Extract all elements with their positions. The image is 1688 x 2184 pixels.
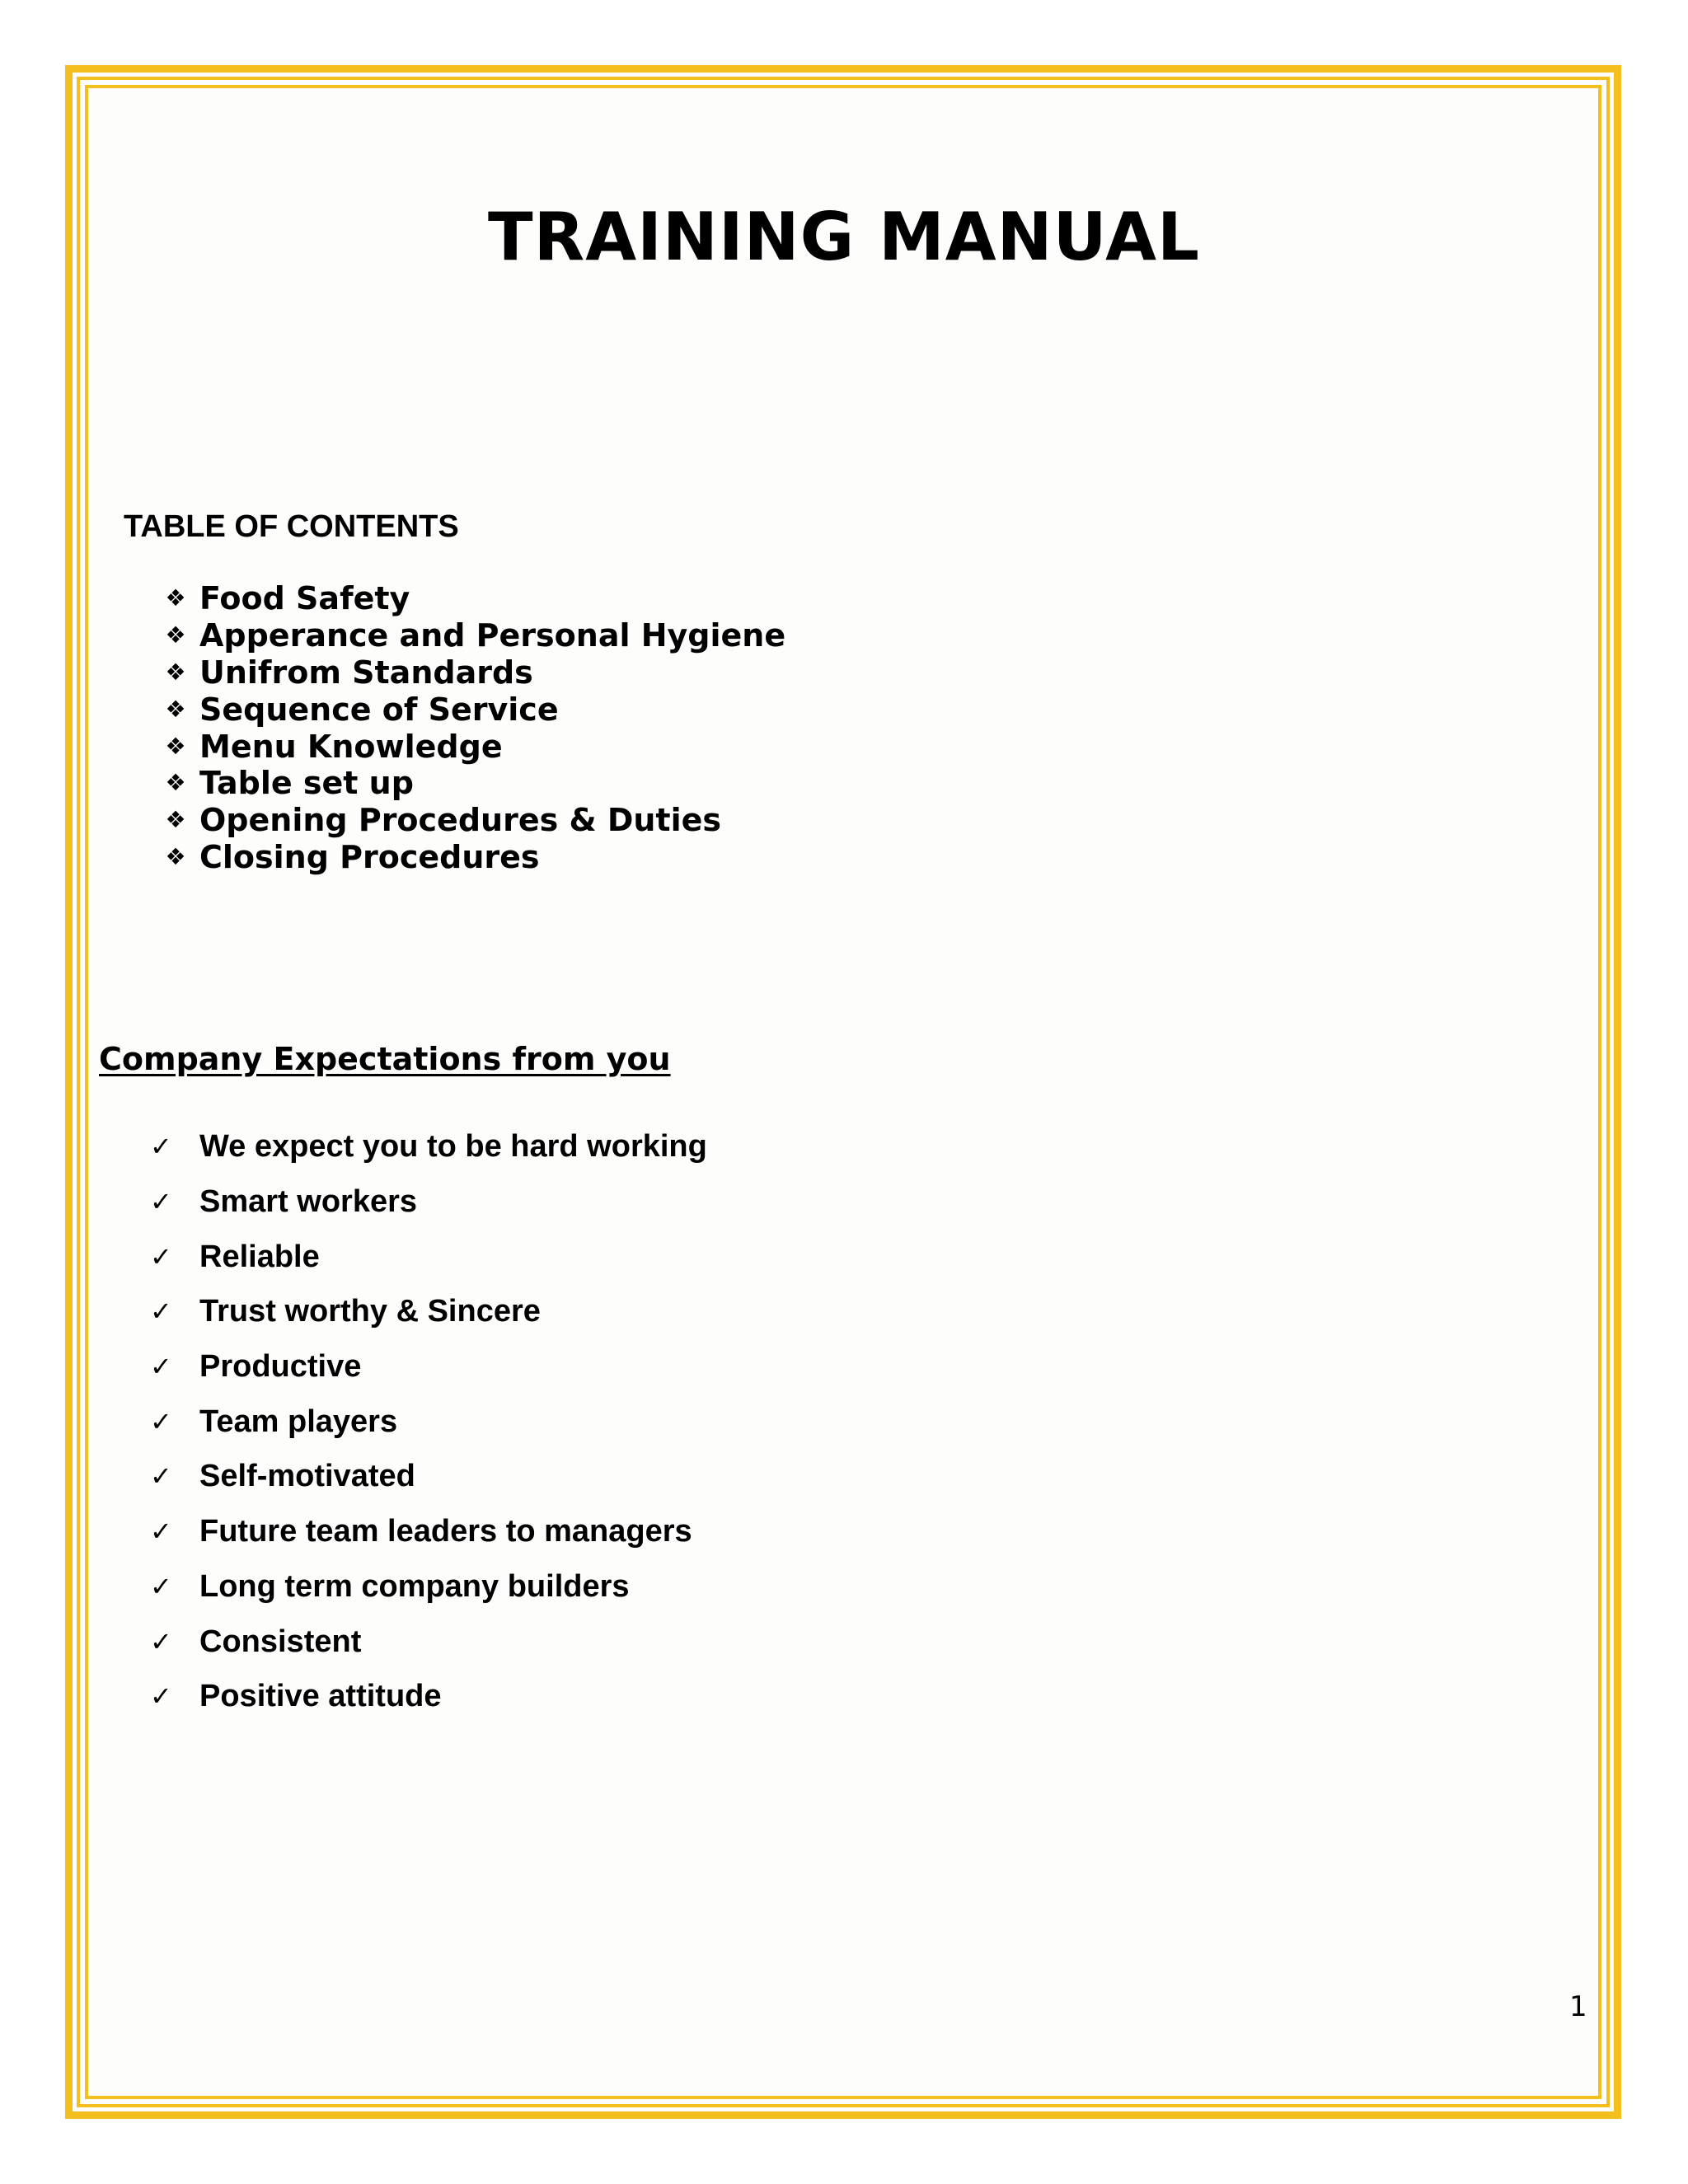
expectation-item-label: Smart workers	[199, 1184, 418, 1220]
expectation-item	[150, 1614, 707, 1669]
toc-item-label: Apperance and Personal Hygiene	[199, 617, 786, 654]
toc-list	[162, 580, 785, 875]
expectation-item-label: Self-motivated	[199, 1459, 415, 1494]
diamond-bullet-icon: ❖	[165, 769, 186, 797]
checkmark-icon: ✓	[150, 1240, 172, 1272]
checkmark-icon: ✓	[150, 1131, 172, 1163]
expectation-item	[150, 1229, 707, 1284]
expectations-heading: Company Expectations from you	[99, 1041, 671, 1077]
expectation-item	[150, 1339, 707, 1394]
expectation-item	[150, 1669, 707, 1724]
expectation-item	[150, 1559, 707, 1615]
toc-item	[162, 728, 785, 765]
toc-item-label: Unifrom Standards	[199, 654, 533, 691]
toc-item-label: Opening Procedures & Duties	[199, 802, 721, 839]
toc-item-label: Food Safety	[199, 580, 410, 617]
expectations-list	[150, 1119, 707, 1724]
diamond-bullet-icon: ❖	[165, 621, 186, 649]
page-border-inner	[85, 85, 1601, 2099]
expectation-item-label: Long term company builders	[199, 1568, 630, 1604]
page-number: 1	[1569, 1990, 1587, 2023]
toc-item	[162, 580, 785, 617]
expectation-item	[150, 1174, 707, 1230]
diamond-bullet-icon: ❖	[165, 695, 186, 723]
toc-item-label: Table set up	[199, 765, 414, 802]
checkmark-icon: ✓	[150, 1460, 172, 1493]
checkmark-icon: ✓	[150, 1405, 172, 1437]
toc-item	[162, 617, 785, 654]
diamond-bullet-icon: ❖	[165, 658, 186, 686]
checkmark-icon: ✓	[150, 1351, 172, 1383]
expectation-item	[150, 1504, 707, 1559]
expectation-item-label: Consistent	[199, 1624, 362, 1659]
expectation-item-label: Trust worthy & Sincere	[199, 1294, 541, 1329]
diamond-bullet-icon: ❖	[165, 584, 186, 612]
expectation-item-label: Team players	[199, 1404, 398, 1439]
expectation-item	[150, 1394, 707, 1449]
checkmark-icon: ✓	[150, 1680, 172, 1713]
document-title: TRAINING MANUAL	[488, 199, 1200, 275]
expectation-item-label: Reliable	[199, 1239, 320, 1274]
checkmark-icon: ✓	[150, 1186, 172, 1218]
checkmark-icon: ✓	[150, 1296, 172, 1328]
expectation-item	[150, 1284, 707, 1339]
diamond-bullet-icon: ❖	[165, 806, 186, 834]
diamond-bullet-icon: ❖	[165, 842, 186, 870]
toc-item-label: Closing Procedures	[199, 838, 540, 875]
toc-heading: TABLE OF CONTENTS	[124, 509, 459, 544]
expectation-item-label: Future team leaders to managers	[199, 1514, 692, 1549]
toc-item	[162, 765, 785, 802]
toc-item-label: Menu Knowledge	[199, 728, 503, 765]
expectation-item-label: Positive attitude	[199, 1679, 442, 1714]
toc-item	[162, 802, 785, 839]
toc-item	[162, 654, 785, 691]
expectation-item-label: We expect you to be hard working	[199, 1129, 707, 1165]
checkmark-icon: ✓	[150, 1625, 172, 1657]
toc-item	[162, 839, 785, 876]
diamond-bullet-icon: ❖	[165, 732, 186, 760]
checkmark-icon: ✓	[150, 1570, 172, 1602]
toc-item-label: Sequence of Service	[199, 691, 559, 728]
checkmark-icon: ✓	[150, 1516, 172, 1548]
expectation-item	[150, 1119, 707, 1174]
toc-item	[162, 691, 785, 728]
expectation-item	[150, 1449, 707, 1504]
expectation-item-label: Productive	[199, 1349, 362, 1385]
